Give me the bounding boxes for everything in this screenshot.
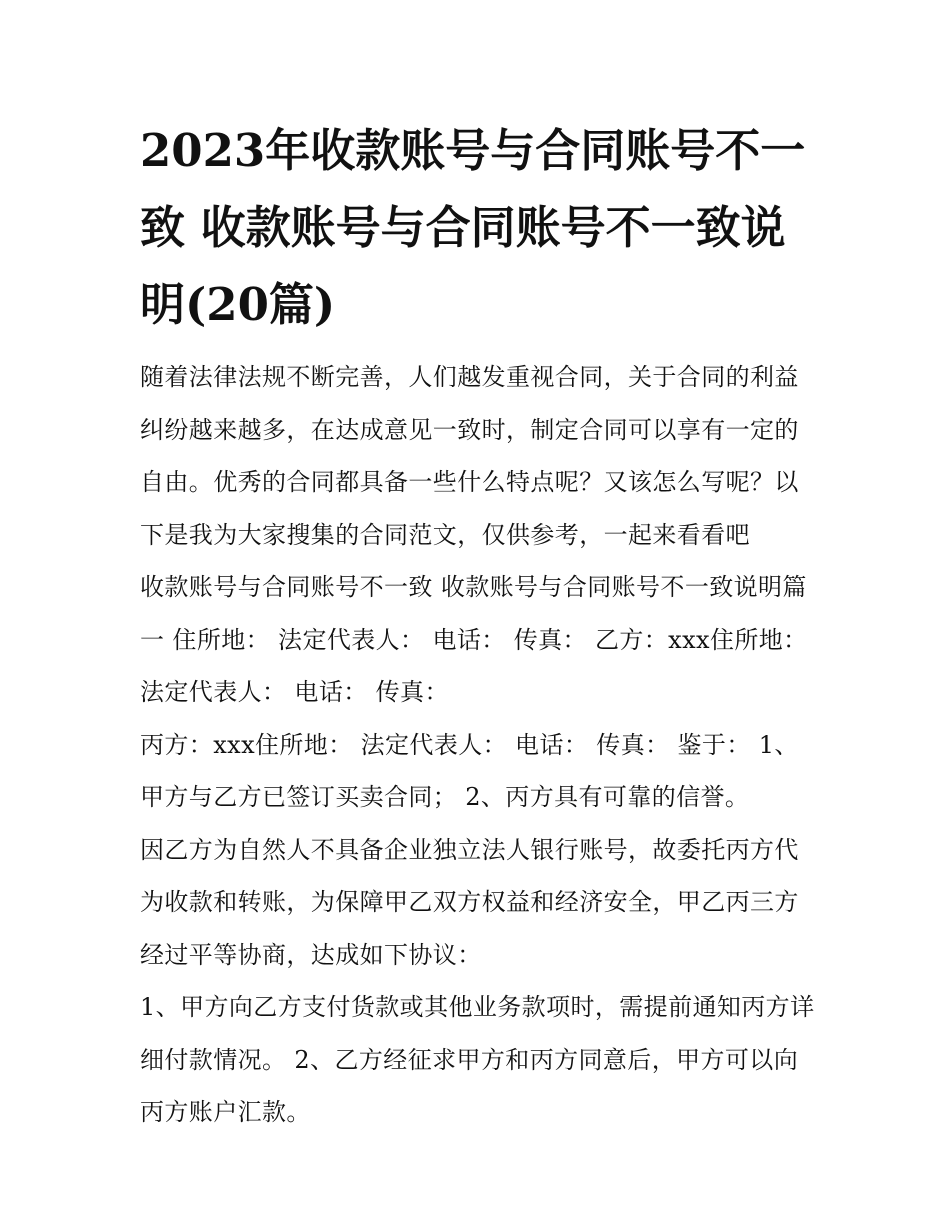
- intro-paragraph: 随着法律法规不断完善，人们越发重视合同，关于合同的利益纠纷越来越多，在达成意见一致时，制定合同可以享有一定的自由。优秀的合同都具备一些什么特点呢？又该怎么写呢？以下是我为大家搜集的合同范文，仅供参考，一起来看看吧: [140, 363, 799, 549]
- document-title: 2023年收款账号与合同账号不一致 收款账号与合同账号不一致说明(20篇): [140, 124, 806, 331]
- party-c-paragraph: 丙方：xxx住所地： 法定代表人： 电话： 传真： 鉴于： 1、甲方与乙方已签订买卖合同； 2、丙方具有可靠的信誉。: [140, 730, 799, 811]
- contract-parties-paragraph: 收款账号与合同账号不一致 收款账号与合同账号不一致说明篇一 住所地： 法定代表人： 电话： 传真： 乙方：xxx住所地： 法定代表人： 电话： 传真：: [140, 573, 808, 706]
- document-page: [140, 112, 815, 1139]
- entrustment-paragraph: 因乙方为自然人不具备企业独立法人银行账号，故委托丙方代为收款和转账，为保障甲乙双方权益和经济安全，甲乙丙三方经过平等协商，达成如下协议：: [140, 835, 799, 969]
- clause-paragraph: 1、甲方向乙方支付货款或其他业务款项时，需提前通知丙方详细付款情况。 2、乙方经征求甲方和丙方同意后，甲方可以向丙方账户汇款。: [140, 993, 815, 1126]
